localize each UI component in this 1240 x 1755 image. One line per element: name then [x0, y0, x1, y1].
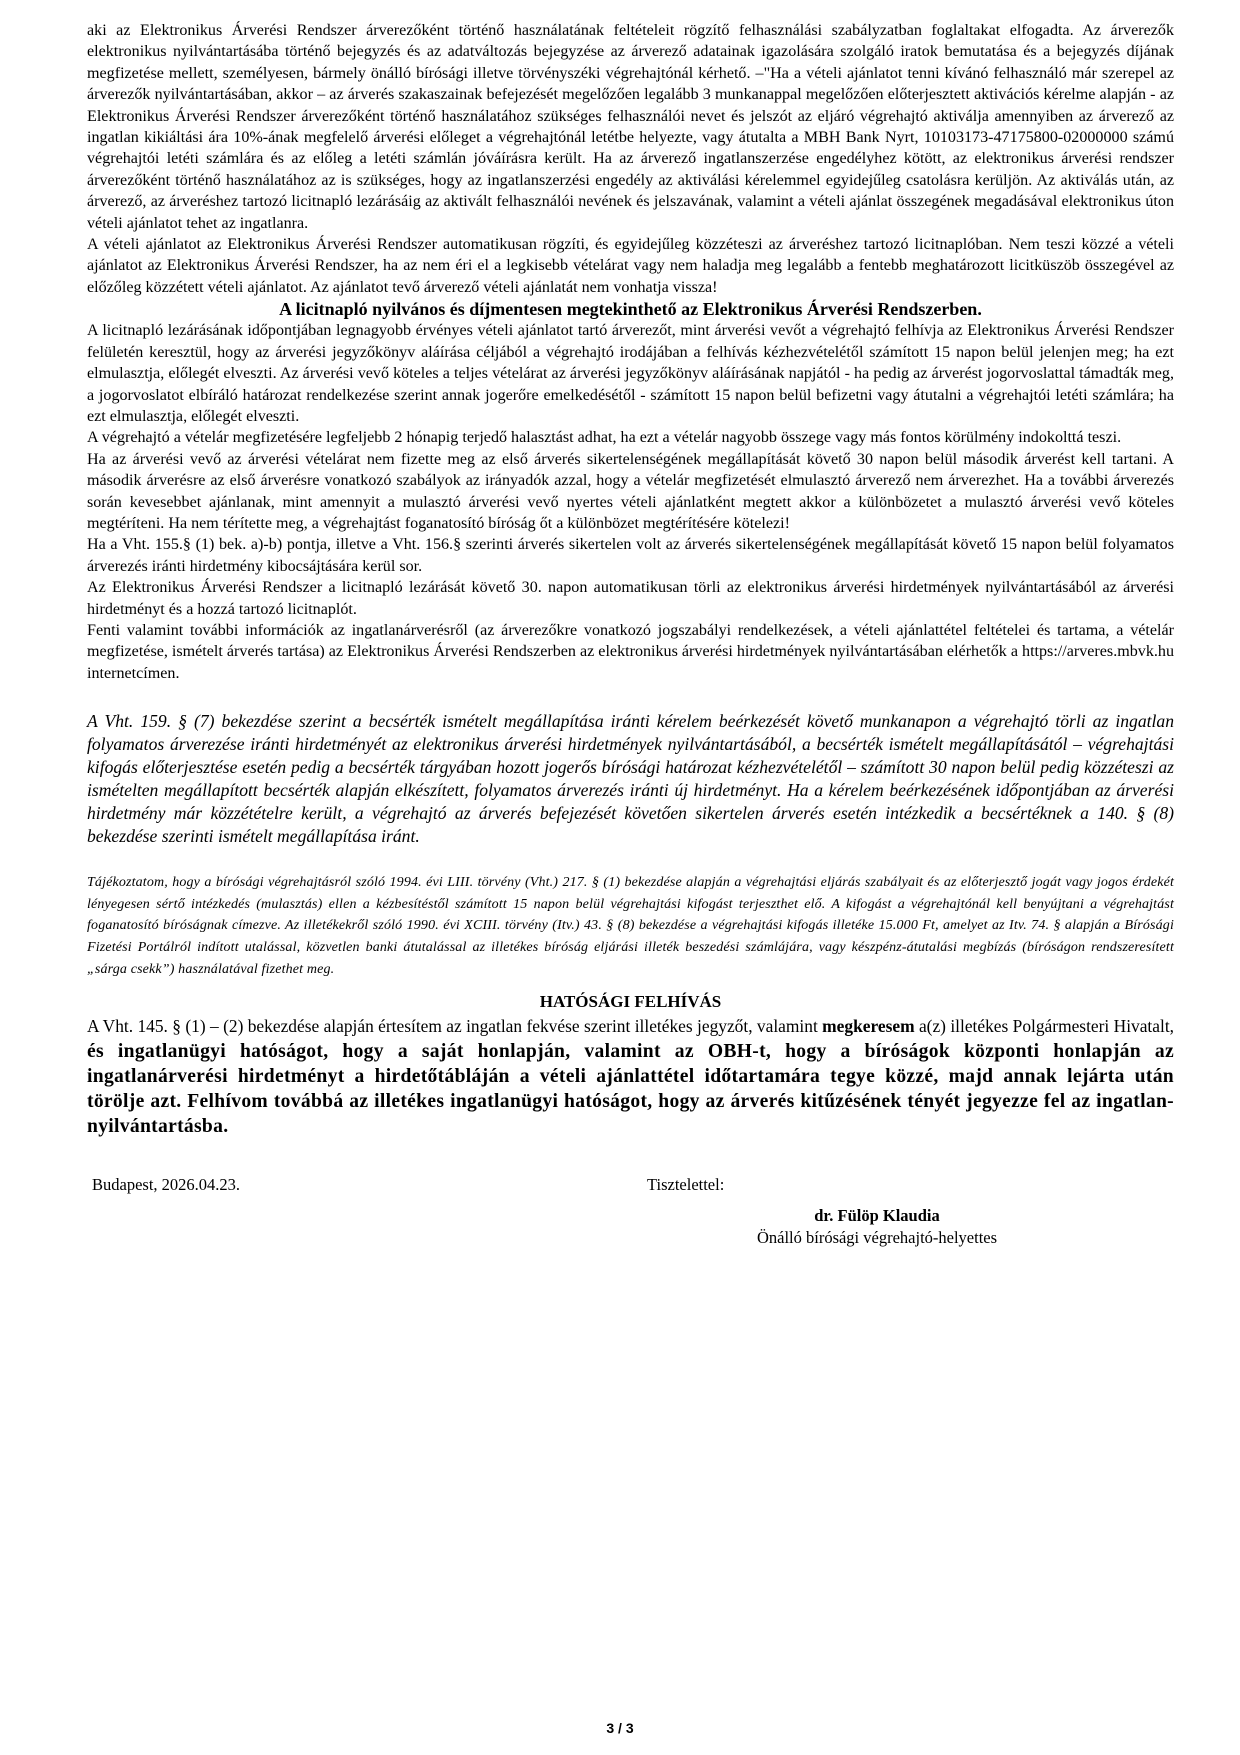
- authority-text-bold-request: és ingatlanügyi hatóságot, hogy a saját honlapján, valamint az OBH-t, hogy a bíróságok központi honlapján az ingatlanárverési hirdetményt a hirdetőtábláján a vételi ajánlattétel időtartamára tegye közzé, majd annak lejárta után törölje azt. Felhívom továbbá az illetékes ingatlanügyi hatóságot, hogy az árverés kitűzésének tényét jegyezze fel az ingatlan-nyilvántartásba.: [87, 1041, 1174, 1138]
- paragraph-payment-deferral: A végrehajtó a vételár megfizetésére legfeljebb 2 hónapig terjedő halasztást adhat, ha ezt a vételár nagyobb összege vagy más fontos körülmény indokolttá teszi.: [87, 429, 1122, 447]
- italic-paragraph-valuation: A Vht. 159. § (7) bekezdése szerint a becsérték ismételt megállapítása iránti kérelem beérkezését követő munkanapon a végrehajtó törli az ingatlan folyamatos árverezése iránti hirdetményét az elektronikus árverési hirdetmények nyilvántartásából, a becsérték ismételt megállapításától – végrehajtási kifogás előterjesztése esetén pedig a becsérték tárgyában hozott jogerős bírósági határozat kézhezvételétől – számított 30 napon belül pedig közzéteszi az ismételten megállapított becsérték alapján elkészített, folyamatos árverezés iránti új hirdetményt. Ha a kérelem beérkezésének időpontjában az árverési hirdetmény már közzétételre került, a végrehajtó az árverés befejezését követően sikertelen árverés esetén intézkedik a becsértéknek a 140. § (8) bekezdése szerinti ismételt megállapítása iránt.: [87, 711, 1174, 847]
- bold-notice: A licitnapló nyilvános és díjmentesen megtekinthető az Elektronikus Árverési Rendszerben.: [279, 299, 982, 320]
- paragraph-continuous-auction: Ha a Vht. 155.§ (1) bek. a)-b) pontja, illetve a Vht. 156.§ szerinti árverés sikertelen volt az árverés sikertelenségének megállapítását követő 15 napon belül folyamatos árverezés iránti hirdetmény kibocsájtására kerül sor.: [87, 536, 1174, 575]
- authority-text-bold-verb: megkeresem: [822, 1016, 915, 1037]
- paragraph-bidder-registration: aki az Elektronikus Árverési Rendszer árverezőként történő használatának feltételeit rögzítő felhasználási szabályzatban foglaltakat elfogadta. Az árverezők elektronikus nyilvántartásába történő bejegyzés és az adatváltozás bejegyzése az árverező adatainak igazolására szolgáló iratok bemutatása és a bejegyzés díjának megfizetése mellett, személyesen, bármely önálló bírósági illetve törvényszéki végrehajtónál kérhető. –"Ha a vételi ajánlatot tenni kívánó felhasználó már szerepel az árverezők nyilvántartásában, akkor – az árverés szakaszainak befejezését megelőzően legalább 3 munkanappal megelőzően előterjesztett aktivációs kérelme alapján - az Elektronikus Árverési Rendszer árverezőként történő használatához szükséges felhasználói nevet és jelszót az eljáró végrehajtó aktiválja amennyiben az árverező az ingatlan kikiáltási ára 10%-ának megfelelő árverési előleget a végrehajtónál letétbe helyezte, vagy átutalta a MBH Bank Nyrt, 10103173-47175800-02000000 számú végrehajtói letéti számlára és az előleg a letéti számlán jóváírásra került. Ha az árverező ingatlanszerzése engedélyhez kötött, az elektronikus árverési rendszer árverezőként történő használatához az is szükséges, hogy az ingatlanszerzési engedély az aktiválási kérelemmel egyidejűleg csatolásra kerüljön. Az aktiválás után, az árverező, az árveréshez tartozó licitnapló lezárásáig az aktivált felhasználói nevének és jelszavának, valamint a vételi ajánlat összegének megadásával elektronikus úton vételi ajánlatot tehet az ingatlanra.: [87, 22, 1174, 232]
- signature-block: [87, 1205, 1174, 1255]
- document-page: [87, 20, 1174, 1255]
- authority-text-part1: A Vht. 145. § (1) – (2) bekezdése alapján értesítem az ingatlan fekvése szerint illetékes jegyzőt, valamint: [87, 1016, 823, 1037]
- closing-salutation: Tisztelettel:: [647, 1175, 725, 1195]
- authority-text-part3: a(z) illetékes Polgármesteri Hivatalt,: [914, 1016, 1174, 1037]
- signer-title: Önálló bírósági végrehajtó-helyettes: [756, 1228, 998, 1248]
- paragraph-more-info: Fenti valamint további információk az ingatlanárverésről (az árverezőkre vonatkozó jogszabályi rendelkezések, a vételi ajánlattétel feltételei és tartama, a vételár megfizetése, ismételt árverés tartása) az Elektronikus Árverési Rendszerben az elektronikus árverési hirdetmények nyilvántartásában elérhetők a https://arveres.mbvk.hu internetcímen.: [87, 621, 1174, 682]
- paragraph-auction-buyer: A licitnapló lezárásának időpontjában legnagyobb érvényes vételi ajánlatot tartó árverezőt, mint árverési vevőt a végrehajtó felhívja az Elektronikus Árverési Rendszer felületén keresztül, hogy az árverési jegyzőkönyv aláírása céljából a végrehajtó irodájában a felhívás kézhezvételétől számított 15 napon belül jelenjen meg; ha ezt elmulasztja, előlegét elveszti. Az árverési vevő köteles a teljes vételárat az árverési jegyzőkönyv aláírásának napjától - ha pedig az árverést jogorvoslattal támadták meg, a jogorvoslatot elbíráló határozat rendelkezése szerint annak jogerőre emelkedésétől - számított 15 napon belül befizetni vagy átutalni a végrehajtói letéti számlára; ha ezt elmulasztja, előlegét elveszti.: [87, 322, 1174, 425]
- authority-heading: HATÓSÁGI FELHÍVÁS: [539, 992, 722, 1012]
- signer-name: dr. Fülöp Klaudia: [814, 1206, 940, 1226]
- signature-row: [87, 1175, 1174, 1205]
- legal-remedy-notice: Tájékoztatom, hogy a bírósági végrehajtásról szóló 1994. évi LIII. törvény (Vht.) 217. § (1) bekezdése alapján a végrehajtási eljárás szabályait és az előterjesztő jogát vagy jogos érdekét lényegesen sértő intézkedés (mulasztás) ellen a kézbesítéstől számított 15 napon belül végrehajtási kifogást terjeszthet elő. A kifogást a végrehajtónál kell benyújtani a végrehajtást foganatosító bíróságnak címezve. Az illetékekről szóló 1990. évi XCIII. törvény (Itv.) 43. § (8) bekezdése a végrehajtási kifogás illetéke 15.000 Ft, amelyet az Itv. 74. § alapján a Bírósági Fizetési Portálról indított utalással, közvetlen banki átutalással az illetékes bíróság eljárási illeték beszedési számlájára, vagy készpénz-átutalási megbízás (bíróságon rendszeresített „sárga csekk”) használatával fizethet meg.: [87, 875, 1174, 977]
- page-number: 3 / 3: [606, 1720, 634, 1736]
- paragraph-bid-recording: A vételi ajánlatot az Elektronikus Árverési Rendszer automatikusan rögzíti, és egyidejűleg közzéteszi az árveréshez tartozó licitnaplóban. Nem teszi közzé a vételi ajánlatot az Elektronikus Árverési Rendszer, ha az nem éri el a legkisebb vételárat vagy nem haladja meg legalább a fentebb meghatározott licitküszöb összegével az előzőleg közzétett vételi ajánlatot. Az ajánlatot tevő árverező vételi ajánlatát nem vonhatja vissza!: [87, 236, 1174, 296]
- place-date: Budapest, 2026.04.23.: [92, 1175, 241, 1195]
- authority-request-paragraph: [87, 1014, 1174, 1139]
- paragraph-second-auction: Ha az árverési vevő az árverési vételárat nem fizette meg az első árverés sikertelenségének megállapítását követő 30 napon belül második árverést kell tartani. A második árverésre az első árverésre vonatkozó szabályok az irányadók azzal, hogy a vételár megfizetését elmulasztó árverező nem árverezhet. Ha a további árverezés során kevesebbet ajánlanak, mint amennyit a mulasztó árverési vevő nyertes vételi ajánlatként megtett akkor a különbözetet a mulasztó árverési vevő köteles megtéríteni. Ha nem térítette meg, a végrehajtást foganatosító bíróság őt a különbözet megtérítésére kötelezi!: [87, 450, 1174, 532]
- paragraph-deletion: Az Elektronikus Árverési Rendszer a licitnapló lezárását követő 30. napon automatikusan törli az elektronikus árverési hirdetmények nyilvántartásából az árverési hirdetményt és a hozzá tartozó licitnaplót.: [87, 579, 1174, 618]
